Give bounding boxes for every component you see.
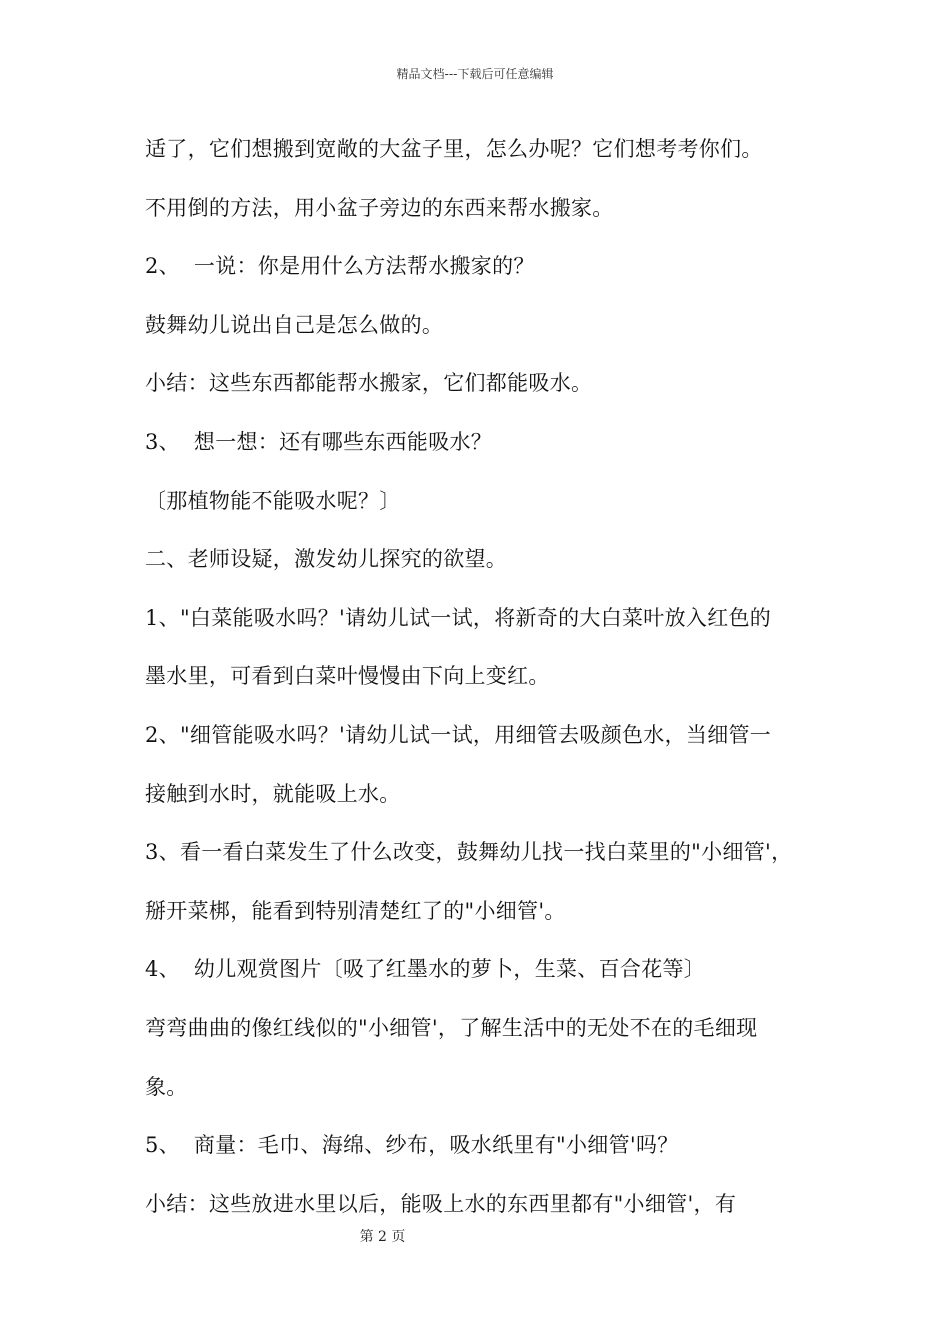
- text-line: 象。: [145, 1074, 188, 1099]
- text-line: 小结：这些放进水里以后，能吸上水的东西里都有"小细管'，有: [145, 1191, 737, 1216]
- text-line: 适了，它们想搬到宽敞的大盆子里，怎么办呢？它们想考考你们。: [145, 137, 763, 161]
- text-line: 掰开菜梆，能看到特别清楚红了的"小细管'。: [145, 898, 566, 923]
- text-line: 2、 一说：你是用什么方法帮水搬家的？: [145, 254, 535, 279]
- text-line: 弯弯曲曲的像红线似的"小细管'，了解生活中的无处不在的毛细现: [145, 1015, 758, 1040]
- text-line: 2、"细管能吸水吗？'请幼儿试一试，用细管去吸颜色水，当细管一: [145, 722, 772, 747]
- text-line: 4、 幼儿观赏图片〔吸了红墨水的萝卜，生菜、百合花等〕: [145, 957, 706, 982]
- text-line: 3、 想一想：还有哪些东西能吸水？: [145, 429, 493, 454]
- text-line: 〔那植物能不能吸水呢？〕: [145, 488, 401, 513]
- text-line: 5、 商量：毛巾、海绵、纱布，吸水纸里有"小细管'吗？: [145, 1133, 679, 1158]
- text-line: 不用倒的方法，用小盆子旁边的东西来帮水搬家。: [145, 195, 614, 220]
- text-line: 二、老师设疑，激发幼儿探究的欲望。: [145, 547, 508, 572]
- text-line: 接触到水时，就能吸上水。: [145, 781, 401, 806]
- text-line: 鼓舞幼儿说出自己是怎么做的。: [145, 312, 444, 337]
- page-number: 第 2 页: [359, 1229, 406, 1245]
- page-header: 精品文档---下载后可任意编辑: [396, 67, 554, 81]
- text-line: 1、"白菜能吸水吗？'请幼儿试一试，将新奇的大白菜叶放入红色的: [145, 605, 772, 630]
- text-line: 小结：这些东西都能帮水搬家，它们都能吸水。: [145, 371, 593, 396]
- text-line: 3、看一看白菜发生了什么改变，鼓舞幼儿找一找白菜里的"小细管'，: [145, 840, 793, 865]
- document-body: [145, 128, 825, 1241]
- text-line: 墨水里，可看到白菜叶慢慢由下向上变红。: [145, 664, 550, 689]
